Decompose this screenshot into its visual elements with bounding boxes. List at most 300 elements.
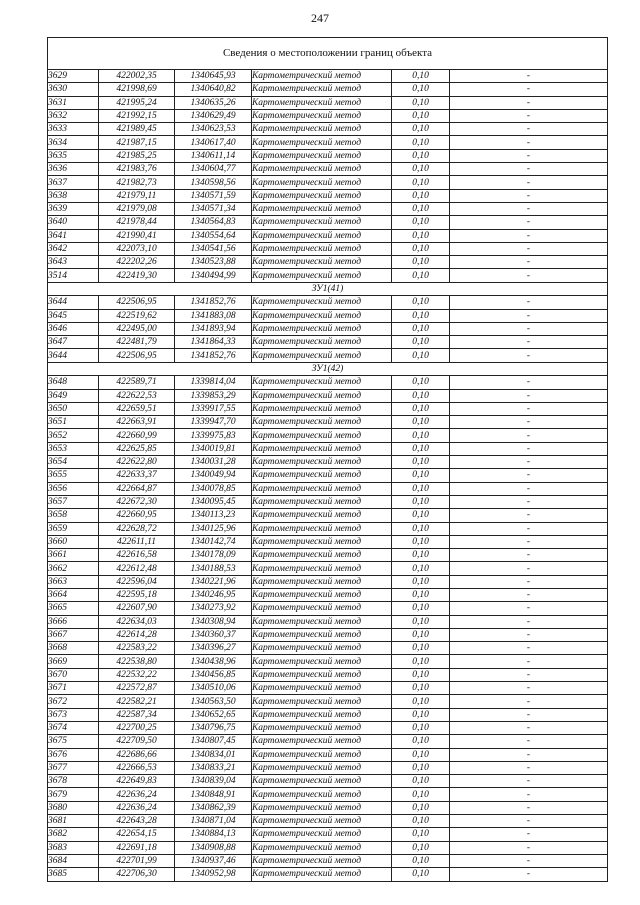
y-coordinate-cell: 1340188,53	[175, 562, 252, 575]
y-coordinate-cell: 1341883,08	[175, 309, 252, 322]
x-coordinate-cell: 422649,83	[99, 775, 175, 788]
x-coordinate-cell: 422538,80	[99, 655, 175, 668]
table-row	[48, 123, 608, 136]
x-coordinate-cell: 421998,69	[99, 83, 175, 96]
accuracy-cell: 0,10	[392, 788, 450, 801]
point-number-cell: 3644	[48, 349, 99, 362]
note-cell: -	[450, 535, 608, 548]
x-coordinate-cell: 422596,04	[99, 575, 175, 588]
table-row	[48, 841, 608, 854]
y-coordinate-cell: 1340031,28	[175, 456, 252, 469]
note-cell: -	[450, 296, 608, 309]
table-row	[48, 788, 608, 801]
y-coordinate-cell: 1340095,45	[175, 495, 252, 508]
page-number: 247	[311, 11, 329, 25]
x-coordinate-cell: 422633,37	[99, 469, 175, 482]
table-row	[48, 70, 608, 83]
accuracy-cell: 0,10	[392, 456, 450, 469]
x-coordinate-cell: 422706,30	[99, 868, 175, 881]
note-cell: -	[450, 242, 608, 255]
accuracy-cell: 0,10	[392, 549, 450, 562]
table-row	[48, 136, 608, 149]
method-cell: Картометрический метод	[252, 721, 392, 734]
x-coordinate-cell: 422611,11	[99, 535, 175, 548]
table-row	[48, 642, 608, 655]
x-coordinate-cell: 422572,87	[99, 682, 175, 695]
y-coordinate-cell: 1340178,09	[175, 549, 252, 562]
x-coordinate-cell: 422663,91	[99, 416, 175, 429]
table-row	[48, 482, 608, 495]
y-coordinate-cell: 1340541,56	[175, 242, 252, 255]
point-number-cell: 3661	[48, 549, 99, 562]
point-number-cell: 3644	[48, 296, 99, 309]
method-cell: Картометрический метод	[252, 682, 392, 695]
method-cell: Картометрический метод	[252, 149, 392, 162]
y-coordinate-cell: 1340360,37	[175, 628, 252, 641]
table-row	[48, 149, 608, 162]
x-coordinate-cell: 422002,35	[99, 70, 175, 83]
note-cell: -	[450, 642, 608, 655]
method-cell: Картометрический метод	[252, 602, 392, 615]
accuracy-cell: 0,10	[392, 163, 450, 176]
y-coordinate-cell: 1340604,77	[175, 163, 252, 176]
point-number-cell: 3646	[48, 322, 99, 335]
y-coordinate-cell: 1340652,65	[175, 708, 252, 721]
point-number-cell: 3631	[48, 96, 99, 109]
y-coordinate-cell: 1340438,96	[175, 655, 252, 668]
table-row	[48, 735, 608, 748]
x-coordinate-cell: 422636,24	[99, 801, 175, 814]
point-number-cell: 3682	[48, 828, 99, 841]
x-coordinate-cell: 421978,44	[99, 216, 175, 229]
method-cell: Картометрический метод	[252, 96, 392, 109]
table-row	[48, 309, 608, 322]
point-number-cell: 3664	[48, 588, 99, 601]
method-cell: Картометрический метод	[252, 761, 392, 774]
accuracy-cell: 0,10	[392, 775, 450, 788]
y-coordinate-cell: 1340848,91	[175, 788, 252, 801]
point-number-cell: 3651	[48, 416, 99, 429]
y-coordinate-cell: 1340523,88	[175, 256, 252, 269]
note-cell: -	[450, 176, 608, 189]
x-coordinate-cell: 422686,66	[99, 748, 175, 761]
method-cell: Картометрический метод	[252, 868, 392, 881]
accuracy-cell: 0,10	[392, 482, 450, 495]
y-coordinate-cell: 1340563,50	[175, 695, 252, 708]
note-cell: -	[450, 868, 608, 881]
point-number-cell: 3667	[48, 628, 99, 641]
accuracy-cell: 0,10	[392, 296, 450, 309]
method-cell: Картометрический метод	[252, 628, 392, 641]
y-coordinate-cell: 1340839,04	[175, 775, 252, 788]
method-cell: Картометрический метод	[252, 309, 392, 322]
accuracy-cell: 0,10	[392, 136, 450, 149]
table-row	[48, 229, 608, 242]
x-coordinate-cell: 421979,08	[99, 202, 175, 215]
x-coordinate-cell: 422616,58	[99, 549, 175, 562]
table-row	[48, 189, 608, 202]
y-coordinate-cell: 1340617,40	[175, 136, 252, 149]
table-row	[48, 815, 608, 828]
table-row	[48, 83, 608, 96]
point-number-cell: 3678	[48, 775, 99, 788]
note-cell: -	[450, 655, 608, 668]
note-cell: -	[450, 549, 608, 562]
accuracy-cell: 0,10	[392, 588, 450, 601]
table-row	[48, 176, 608, 189]
note-cell: -	[450, 668, 608, 681]
table-row	[48, 456, 608, 469]
y-coordinate-cell: 1339853,29	[175, 389, 252, 402]
accuracy-cell: 0,10	[392, 96, 450, 109]
point-number-cell: 3680	[48, 801, 99, 814]
point-number-cell: 3657	[48, 495, 99, 508]
x-coordinate-cell: 421979,11	[99, 189, 175, 202]
point-number-cell: 3659	[48, 522, 99, 535]
accuracy-cell: 0,10	[392, 668, 450, 681]
method-cell: Картометрический метод	[252, 442, 392, 455]
point-number-cell: 3665	[48, 602, 99, 615]
x-coordinate-cell: 422636,24	[99, 788, 175, 801]
note-cell: -	[450, 202, 608, 215]
section-label: ЗУ1(41)	[48, 282, 608, 296]
y-coordinate-cell: 1340640,82	[175, 83, 252, 96]
table-row	[48, 602, 608, 615]
table-row	[48, 202, 608, 215]
accuracy-cell: 0,10	[392, 442, 450, 455]
point-number-cell: 3645	[48, 309, 99, 322]
y-coordinate-cell: 1340833,21	[175, 761, 252, 774]
point-number-cell: 3514	[48, 269, 99, 282]
point-number-cell: 3649	[48, 389, 99, 402]
method-cell: Картометрический метод	[252, 775, 392, 788]
x-coordinate-cell: 422506,95	[99, 349, 175, 362]
accuracy-cell: 0,10	[392, 695, 450, 708]
method-cell: Картометрический метод	[252, 402, 392, 415]
x-coordinate-cell: 422612,48	[99, 562, 175, 575]
accuracy-cell: 0,10	[392, 841, 450, 854]
table-row	[48, 163, 608, 176]
method-cell: Картометрический метод	[252, 83, 392, 96]
accuracy-cell: 0,10	[392, 854, 450, 867]
table-row	[48, 682, 608, 695]
accuracy-cell: 0,10	[392, 216, 450, 229]
note-cell: -	[450, 801, 608, 814]
y-coordinate-cell: 1340246,95	[175, 588, 252, 601]
y-coordinate-cell: 1340862,39	[175, 801, 252, 814]
boundary-table	[47, 37, 608, 882]
method-cell: Картометрический метод	[252, 376, 392, 389]
point-number-cell: 3639	[48, 202, 99, 215]
note-cell: -	[450, 588, 608, 601]
point-number-cell: 3632	[48, 109, 99, 122]
note-cell: -	[450, 522, 608, 535]
x-coordinate-cell: 421985,25	[99, 149, 175, 162]
point-number-cell: 3668	[48, 642, 99, 655]
x-coordinate-cell: 422701,99	[99, 854, 175, 867]
note-cell: -	[450, 416, 608, 429]
point-number-cell: 3637	[48, 176, 99, 189]
point-number-cell: 3670	[48, 668, 99, 681]
accuracy-cell: 0,10	[392, 242, 450, 255]
point-number-cell: 3635	[48, 149, 99, 162]
method-cell: Картометрический метод	[252, 655, 392, 668]
point-number-cell: 3674	[48, 721, 99, 734]
x-coordinate-cell: 422666,53	[99, 761, 175, 774]
point-number-cell: 3652	[48, 429, 99, 442]
table-row	[48, 562, 608, 575]
note-cell: -	[450, 376, 608, 389]
accuracy-cell: 0,10	[392, 83, 450, 96]
note-cell: -	[450, 96, 608, 109]
method-cell: Картометрический метод	[252, 575, 392, 588]
note-cell: -	[450, 615, 608, 628]
x-coordinate-cell: 422419,30	[99, 269, 175, 282]
note-cell: -	[450, 482, 608, 495]
y-coordinate-cell: 1341893,94	[175, 322, 252, 335]
method-cell: Картометрический метод	[252, 735, 392, 748]
accuracy-cell: 0,10	[392, 761, 450, 774]
point-number-cell: 3647	[48, 336, 99, 349]
note-cell: -	[450, 229, 608, 242]
table-row	[48, 376, 608, 389]
y-coordinate-cell: 1341852,76	[175, 296, 252, 309]
point-number-cell: 3656	[48, 482, 99, 495]
note-cell: -	[450, 402, 608, 415]
accuracy-cell: 0,10	[392, 202, 450, 215]
x-coordinate-cell: 422709,50	[99, 735, 175, 748]
note-cell: -	[450, 682, 608, 695]
table-row	[48, 402, 608, 415]
note-cell: -	[450, 575, 608, 588]
method-cell: Картометрический метод	[252, 416, 392, 429]
y-coordinate-cell: 1340494,99	[175, 269, 252, 282]
table-row	[48, 708, 608, 721]
y-coordinate-cell: 1340629,49	[175, 109, 252, 122]
y-coordinate-cell: 1340510,06	[175, 682, 252, 695]
note-cell: -	[450, 509, 608, 522]
method-cell: Картометрический метод	[252, 695, 392, 708]
point-number-cell: 3653	[48, 442, 99, 455]
table-row	[48, 469, 608, 482]
method-cell: Картометрический метод	[252, 801, 392, 814]
y-coordinate-cell: 1340645,93	[175, 70, 252, 83]
x-coordinate-cell: 422506,95	[99, 296, 175, 309]
note-cell: -	[450, 628, 608, 641]
method-cell: Картометрический метод	[252, 535, 392, 548]
accuracy-cell: 0,10	[392, 349, 450, 362]
accuracy-cell: 0,10	[392, 495, 450, 508]
y-coordinate-cell: 1340623,53	[175, 123, 252, 136]
point-number-cell: 3669	[48, 655, 99, 668]
note-cell: -	[450, 721, 608, 734]
accuracy-cell: 0,10	[392, 602, 450, 615]
note-cell: -	[450, 189, 608, 202]
x-coordinate-cell: 422582,21	[99, 695, 175, 708]
method-cell: Картометрический метод	[252, 136, 392, 149]
note-cell: -	[450, 149, 608, 162]
method-cell: Картометрический метод	[252, 469, 392, 482]
x-coordinate-cell: 422532,22	[99, 668, 175, 681]
accuracy-cell: 0,10	[392, 176, 450, 189]
method-cell: Картометрический метод	[252, 588, 392, 601]
point-number-cell: 3673	[48, 708, 99, 721]
table-row	[48, 695, 608, 708]
point-number-cell: 3684	[48, 854, 99, 867]
x-coordinate-cell: 422495,00	[99, 322, 175, 335]
x-coordinate-cell: 422628,72	[99, 522, 175, 535]
x-coordinate-cell: 422691,18	[99, 841, 175, 854]
y-coordinate-cell: 1340564,83	[175, 216, 252, 229]
table-row	[48, 575, 608, 588]
note-cell: -	[450, 256, 608, 269]
x-coordinate-cell: 421987,15	[99, 136, 175, 149]
table-row	[48, 588, 608, 601]
note-cell: -	[450, 123, 608, 136]
point-number-cell: 3636	[48, 163, 99, 176]
y-coordinate-cell: 1340308,94	[175, 615, 252, 628]
note-cell: -	[450, 469, 608, 482]
x-coordinate-cell: 422664,87	[99, 482, 175, 495]
x-coordinate-cell: 422634,03	[99, 615, 175, 628]
method-cell: Картометрический метод	[252, 854, 392, 867]
note-cell: -	[450, 456, 608, 469]
table-body	[48, 38, 608, 882]
point-number-cell: 3685	[48, 868, 99, 881]
method-cell: Картометрический метод	[252, 815, 392, 828]
table-title-row	[48, 38, 608, 70]
method-cell: Картометрический метод	[252, 642, 392, 655]
point-number-cell: 3662	[48, 562, 99, 575]
point-number-cell: 3655	[48, 469, 99, 482]
y-coordinate-cell: 1340396,27	[175, 642, 252, 655]
accuracy-cell: 0,10	[392, 828, 450, 841]
y-coordinate-cell: 1340834,01	[175, 748, 252, 761]
y-coordinate-cell: 1340078,85	[175, 482, 252, 495]
point-number-cell: 3648	[48, 376, 99, 389]
accuracy-cell: 0,10	[392, 801, 450, 814]
note-cell: -	[450, 788, 608, 801]
x-coordinate-cell: 421990,41	[99, 229, 175, 242]
y-coordinate-cell: 1340019,81	[175, 442, 252, 455]
accuracy-cell: 0,10	[392, 748, 450, 761]
accuracy-cell: 0,10	[392, 562, 450, 575]
y-coordinate-cell: 1340952,98	[175, 868, 252, 881]
x-coordinate-cell: 422481,79	[99, 336, 175, 349]
accuracy-cell: 0,10	[392, 615, 450, 628]
y-coordinate-cell: 1339947,70	[175, 416, 252, 429]
x-coordinate-cell: 422607,90	[99, 602, 175, 615]
section-header-row	[48, 362, 608, 376]
table-row	[48, 336, 608, 349]
accuracy-cell: 0,10	[392, 628, 450, 641]
note-cell: -	[450, 83, 608, 96]
method-cell: Картометрический метод	[252, 615, 392, 628]
y-coordinate-cell: 1340113,23	[175, 509, 252, 522]
point-number-cell: 3629	[48, 70, 99, 83]
y-coordinate-cell: 1340273,92	[175, 602, 252, 615]
accuracy-cell: 0,10	[392, 70, 450, 83]
method-cell: Картометрический метод	[252, 482, 392, 495]
table-row	[48, 109, 608, 122]
method-cell: Картометрический метод	[252, 296, 392, 309]
x-coordinate-cell: 422672,30	[99, 495, 175, 508]
table-row	[48, 761, 608, 774]
accuracy-cell: 0,10	[392, 868, 450, 881]
method-cell: Картометрический метод	[252, 549, 392, 562]
x-coordinate-cell: 422073,10	[99, 242, 175, 255]
point-number-cell: 3675	[48, 735, 99, 748]
table-row	[48, 495, 608, 508]
table-row	[48, 256, 608, 269]
y-coordinate-cell: 1340456,85	[175, 668, 252, 681]
accuracy-cell: 0,10	[392, 322, 450, 335]
accuracy-cell: 0,10	[392, 469, 450, 482]
x-coordinate-cell: 422654,15	[99, 828, 175, 841]
x-coordinate-cell: 422622,80	[99, 456, 175, 469]
note-cell: -	[450, 708, 608, 721]
note-cell: -	[450, 841, 608, 854]
accuracy-cell: 0,10	[392, 721, 450, 734]
table-row	[48, 416, 608, 429]
y-coordinate-cell: 1341864,33	[175, 336, 252, 349]
y-coordinate-cell: 1340871,04	[175, 815, 252, 828]
accuracy-cell: 0,10	[392, 309, 450, 322]
table-row	[48, 322, 608, 335]
accuracy-cell: 0,10	[392, 149, 450, 162]
note-cell: -	[450, 163, 608, 176]
accuracy-cell: 0,10	[392, 376, 450, 389]
point-number-cell: 3640	[48, 216, 99, 229]
method-cell: Картометрический метод	[252, 456, 392, 469]
y-coordinate-cell: 1340611,14	[175, 149, 252, 162]
method-cell: Картометрический метод	[252, 322, 392, 335]
note-cell: -	[450, 136, 608, 149]
y-coordinate-cell: 1340937,46	[175, 854, 252, 867]
x-coordinate-cell: 422583,22	[99, 642, 175, 655]
y-coordinate-cell: 1340598,56	[175, 176, 252, 189]
accuracy-cell: 0,10	[392, 815, 450, 828]
point-number-cell: 3633	[48, 123, 99, 136]
table-row	[48, 868, 608, 881]
method-cell: Картометрический метод	[252, 123, 392, 136]
point-number-cell: 3672	[48, 695, 99, 708]
method-cell: Картометрический метод	[252, 509, 392, 522]
accuracy-cell: 0,10	[392, 389, 450, 402]
note-cell: -	[450, 828, 608, 841]
x-coordinate-cell: 422614,28	[99, 628, 175, 641]
method-cell: Картометрический метод	[252, 70, 392, 83]
point-number-cell: 3666	[48, 615, 99, 628]
note-cell: -	[450, 815, 608, 828]
method-cell: Картометрический метод	[252, 256, 392, 269]
x-coordinate-cell: 422625,85	[99, 442, 175, 455]
accuracy-cell: 0,10	[392, 123, 450, 136]
x-coordinate-cell: 422660,99	[99, 429, 175, 442]
x-coordinate-cell: 421995,24	[99, 96, 175, 109]
note-cell: -	[450, 309, 608, 322]
x-coordinate-cell: 422622,53	[99, 389, 175, 402]
accuracy-cell: 0,10	[392, 642, 450, 655]
method-cell: Картометрический метод	[252, 429, 392, 442]
note-cell: -	[450, 442, 608, 455]
method-cell: Картометрический метод	[252, 202, 392, 215]
table-row	[48, 389, 608, 402]
method-cell: Картометрический метод	[252, 788, 392, 801]
point-number-cell: 3654	[48, 456, 99, 469]
table-row	[48, 748, 608, 761]
accuracy-cell: 0,10	[392, 429, 450, 442]
